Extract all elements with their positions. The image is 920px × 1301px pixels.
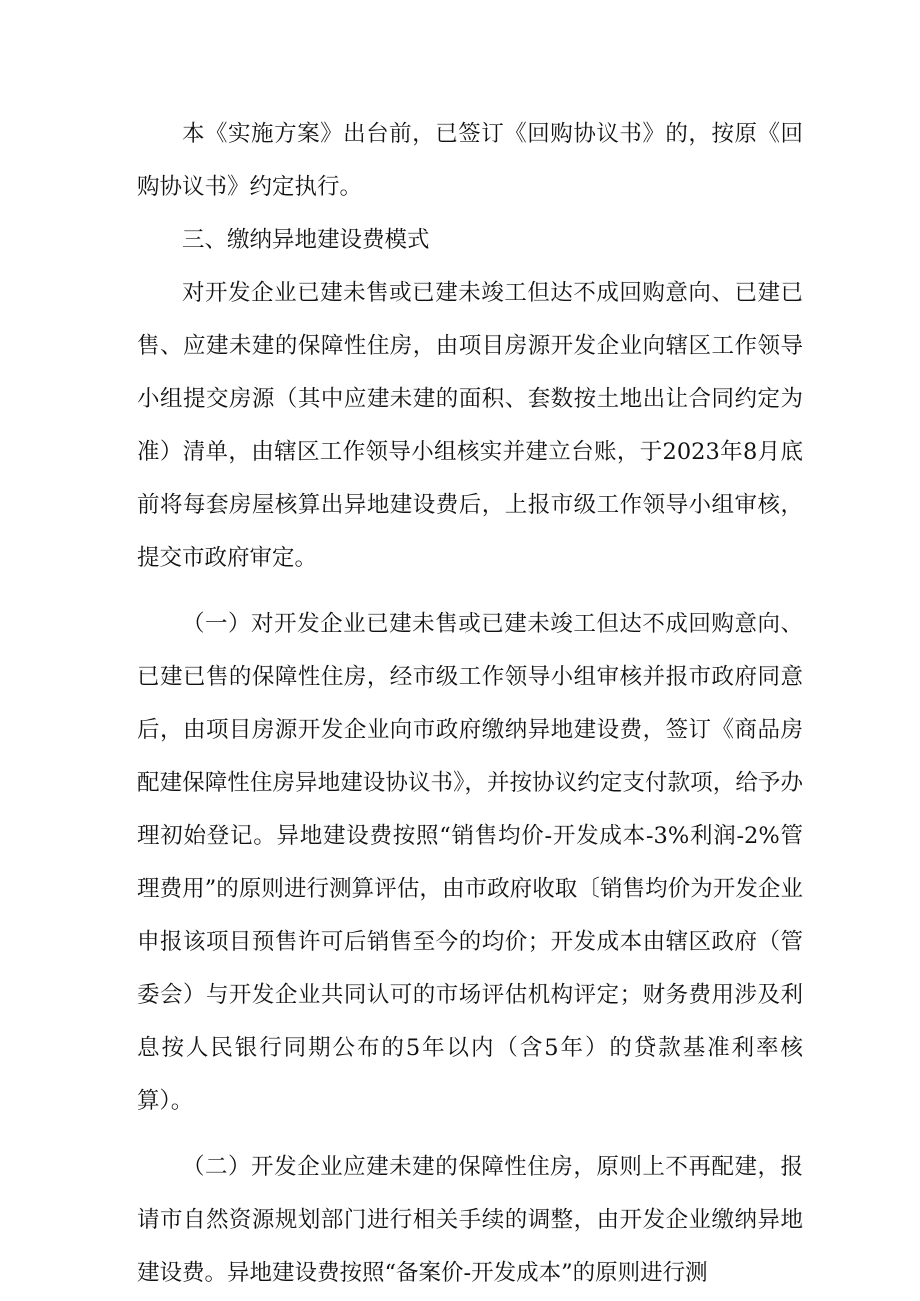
paragraph-item-one: （一）对开发企业已建未售或已建未竣工但达不成回购意向、已建已售的保障性住房，经市级工作领导小组审核并报市政府同意后，由项目房源开发企业向市政府缴纳异地建设费，签订《商品房配建保障性住房异地建设协议书》，并按协议约定支付款项，给予办理初始登记。异地建设费按照“销售均价-开发成本-3%利润-2%管理费用”的原则进行测算评估，由市政府收取〔销售均价为开发企业申报该项目预售许可后销售至今的均价；开发成本由辖区政府（管委会）与开发企业共同认可的市场评估机构评定；财务费用涉及利息按人民银行同期公布的5年以内（含5年）的贷款基准利率核算）。 <box>137 611 803 1114</box>
paragraph-item-two: （二）开发企业应建未建的保障性住房，原则上不再配建，报请市自然资源规划部门进行相关手续的调整，由开发企业缴纳异地建设费。异地建设费按照“备案价-开发成本”的原则进行测 <box>137 1154 803 1286</box>
paragraph-fee-mode-intro: 对开发企业已建未售或已建未竣工但达不成回购意向、已建已售、应建未建的保障性住房，由项目房源开发企业向辖区工作领导小组提交房源（其中应建未建的面积、套数按土地出让合同约定为准）清单，由辖区工作领导小组核实并建立台账，于2023年8月底前将每套房屋核算出异地建设费后，上报市级工作领导小组审核，提交市政府审定。 <box>137 280 803 571</box>
document-body <box>137 108 803 1300</box>
section-heading-three: 三、缴纳异地建设费模式 <box>182 227 430 253</box>
paragraph-prior-agreement: 本《实施方案》出台前，已签订《回购协议书》的，按原《回购协议书》约定执行。 <box>137 121 803 200</box>
